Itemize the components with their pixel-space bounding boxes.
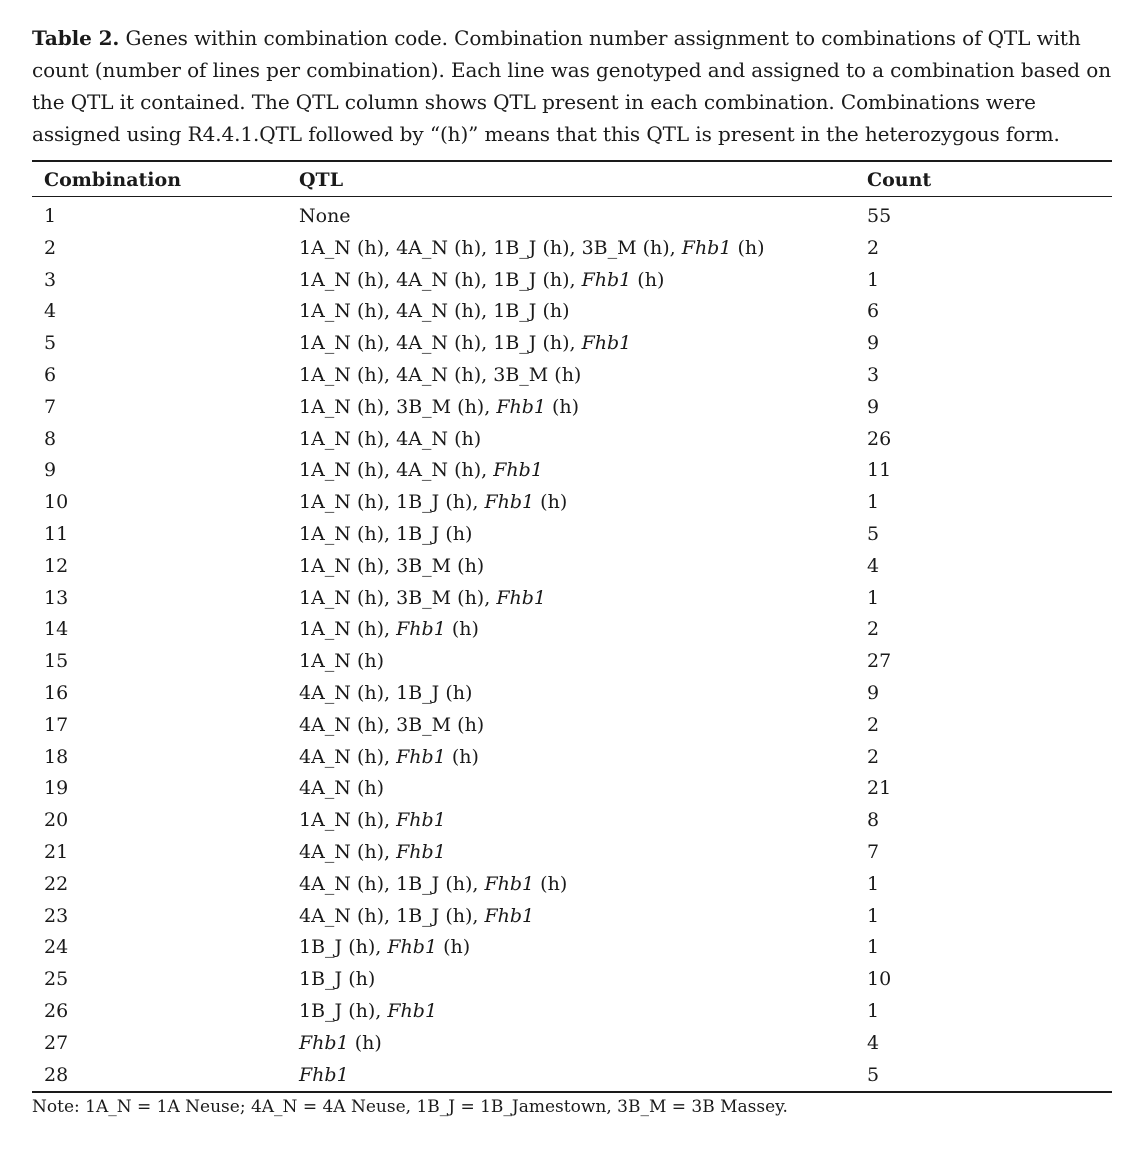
cell-combination: 12 <box>44 554 69 577</box>
cell-count: 1 <box>867 936 880 959</box>
cell-qtl: 4A_N (h), 1B_J (h), Fhb1 (h) <box>299 872 568 895</box>
table-row <box>32 296 1112 328</box>
cell-combination: 5 <box>44 332 57 355</box>
table-row <box>32 487 1112 519</box>
cell-qtl: 1A_N (h), 4A_N (h), 1B_J (h) <box>299 300 570 323</box>
gene-symbol: Fhb1 <box>581 332 632 355</box>
cell-count: 9 <box>867 395 880 418</box>
table-row <box>32 265 1112 297</box>
table-row <box>32 805 1112 837</box>
gene-symbol: Fhb1 <box>396 809 446 832</box>
cell-count: 5 <box>867 1063 880 1086</box>
cell-qtl: 1A_N (h), 4A_N (h) <box>299 427 482 450</box>
cell-combination: 2 <box>44 236 57 259</box>
table-row <box>32 678 1112 710</box>
gene-symbol: Fhb1 <box>496 395 546 418</box>
gene-symbol: Fhb1 <box>484 904 535 927</box>
cell-combination: 24 <box>44 936 69 959</box>
cell-combination: 16 <box>44 681 69 704</box>
table-row <box>32 646 1112 678</box>
cell-count: 9 <box>867 332 880 355</box>
cell-count: 1 <box>867 904 880 927</box>
table-row <box>32 583 1112 615</box>
table-row <box>32 742 1112 774</box>
cell-qtl: 1A_N (h), 3B_M (h) <box>299 554 485 577</box>
cell-count: 2 <box>867 618 880 641</box>
cell-qtl: 4A_N (h), 3B_M (h) <box>299 713 485 736</box>
caption-label: Table 2. <box>32 26 120 50</box>
cell-combination: 14 <box>44 618 69 641</box>
cell-qtl: Fhb1 (h) <box>299 1031 382 1054</box>
cell-combination: 13 <box>44 586 69 609</box>
cell-qtl: 1A_N (h), 3B_M (h), Fhb1 (h) <box>299 395 580 418</box>
table-row <box>32 1028 1112 1060</box>
cell-count: 2 <box>867 745 880 768</box>
gene-symbol: Fhb1 <box>396 840 446 863</box>
caption-text: Genes within combination code. Combination number assignment to combinations of QTL with count (number of lines per combination). Each line was genotyped and assigned to a combination based on the QTL it contained. The QTL column shows QTL present in each combination. Combinations were assigned using R4.4.1.QTL followed by “(h)” means that this QTL is present in the heterozygous form. <box>32 26 1111 146</box>
table-row <box>32 869 1112 901</box>
cell-count: 5 <box>867 522 880 545</box>
gene-symbol: Fhb1 <box>396 618 446 641</box>
cell-count: 1 <box>867 268 880 291</box>
cell-count: 3 <box>867 363 880 386</box>
cell-qtl: 1A_N (h), 4A_N (h), 1B_J (h), Fhb1 <box>299 332 632 355</box>
cell-count: 9 <box>867 681 880 704</box>
cell-count: 11 <box>867 459 892 482</box>
cell-qtl: 1B_J (h), Fhb1 <box>299 999 438 1022</box>
cell-combination: 10 <box>44 491 69 514</box>
gene-symbol: Fhb1 <box>581 268 632 291</box>
table-row <box>32 964 1112 996</box>
table-row <box>32 901 1112 933</box>
cell-qtl <box>299 1060 349 1092</box>
table-row <box>32 328 1112 360</box>
table-row <box>32 392 1112 424</box>
cell-qtl: 1B_J (h) <box>299 968 376 991</box>
gene-symbol: Fhb1 <box>387 999 438 1022</box>
table-row <box>32 424 1112 456</box>
cell-qtl: 1A_N (h) <box>299 650 385 673</box>
header-combination: Combination <box>44 169 182 191</box>
cell-combination: 25 <box>44 968 69 991</box>
cell-combination: 6 <box>44 363 57 386</box>
cell-qtl: 1A_N (h), 3B_M (h), Fhb1 <box>299 586 546 609</box>
cell-qtl: 4A_N (h), 1B_J (h), Fhb1 <box>299 904 535 927</box>
cell-combination: 20 <box>44 809 69 832</box>
table-row <box>32 773 1112 805</box>
cell-count: 4 <box>867 554 880 577</box>
cell-qtl: 1A_N (h), 4A_N (h), 1B_J (h), 3B_M (h), Fhb1 (h) <box>299 236 765 259</box>
cell-combination: 28 <box>44 1063 69 1086</box>
cell-combination: 21 <box>44 840 69 863</box>
cell-count: 6 <box>867 300 880 323</box>
cell-combination: 17 <box>44 713 69 736</box>
table-row <box>32 932 1112 964</box>
table-row <box>32 233 1112 265</box>
cell-count: 26 <box>867 427 892 450</box>
gene-symbol: Fhb1 <box>387 936 438 959</box>
cell-combination: 4 <box>44 300 57 323</box>
gene-symbol: Fhb1 <box>484 491 535 514</box>
cell-count: 1 <box>867 491 880 514</box>
gene-symbol: Fhb1 <box>299 1031 349 1054</box>
cell-count: 8 <box>867 809 880 832</box>
cell-combination: 7 <box>44 395 57 418</box>
cell-qtl: 1A_N (h), 4A_N (h), 1B_J (h), Fhb1 (h) <box>299 268 665 291</box>
cell-count: 1 <box>867 872 880 895</box>
cell-combination: 11 <box>44 522 69 545</box>
table-row <box>32 455 1112 487</box>
cell-combination: 23 <box>44 904 69 927</box>
table-row <box>32 551 1112 583</box>
table-header-row <box>32 162 1112 196</box>
cell-qtl: 1B_J (h), Fhb1 (h) <box>299 936 471 959</box>
cell-combination: 15 <box>44 650 69 673</box>
cell-qtl: 1A_N (h), 1B_J (h), Fhb1 (h) <box>299 491 568 514</box>
table-row <box>32 837 1112 869</box>
cell-qtl: 4A_N (h), 1B_J (h) <box>299 681 473 704</box>
cell-combination: 26 <box>44 999 69 1022</box>
cell-qtl: 4A_N (h), Fhb1 <box>299 840 446 863</box>
gene-symbol: Fhb1 <box>396 745 446 768</box>
gene-symbol: Fhb1 <box>484 872 535 895</box>
cell-count: 10 <box>867 968 892 991</box>
table-row <box>32 519 1112 551</box>
table-row <box>32 710 1112 742</box>
table-header-rule <box>32 196 1112 197</box>
cell-combination: 22 <box>44 872 69 895</box>
table-row <box>32 614 1112 646</box>
cell-count: 7 <box>867 840 880 863</box>
header-count: Count <box>867 169 932 191</box>
cell-qtl: 1A_N (h), 4A_N (h), 3B_M (h) <box>299 363 582 386</box>
cell-count: 1 <box>867 586 880 609</box>
table-row <box>32 360 1112 392</box>
table-row <box>32 996 1112 1028</box>
cell-qtl: 4A_N (h) <box>299 777 385 800</box>
data-table <box>32 160 1112 1093</box>
cell-count: 27 <box>867 650 892 673</box>
table-body <box>32 201 1112 1091</box>
table-bottom-rule <box>32 1091 1112 1093</box>
cell-count: 2 <box>867 713 880 736</box>
cell-combination: 1 <box>44 205 57 227</box>
gene-symbol: Fhb1 <box>496 586 546 609</box>
cell-combination: 9 <box>44 459 57 482</box>
cell-count: 2 <box>867 236 880 259</box>
cell-qtl: 1A_N (h), 4A_N (h), Fhb1 <box>299 459 543 482</box>
gene-symbol: Fhb1 <box>681 236 732 259</box>
cell-count: 1 <box>867 999 880 1022</box>
gene-symbol: Fhb1 <box>493 459 543 482</box>
gene-symbol: Fhb1 <box>299 1063 349 1086</box>
cell-qtl: 4A_N (h), Fhb1 (h) <box>299 745 479 768</box>
cell-combination: 8 <box>44 427 57 450</box>
cell-combination: 18 <box>44 745 69 768</box>
cell-combination: 3 <box>44 268 57 291</box>
table-row <box>32 201 1112 233</box>
cell-combination: 27 <box>44 1031 69 1054</box>
cell-qtl: 1A_N (h), Fhb1 <box>299 809 446 832</box>
cell-count: 4 <box>867 1031 880 1054</box>
cell-qtl: 1A_N (h), 1B_J (h) <box>299 522 473 545</box>
cell-qtl: None <box>299 205 351 227</box>
cell-combination: 19 <box>44 777 69 800</box>
table-caption <box>32 22 1117 150</box>
cell-qtl: 1A_N (h), Fhb1 (h) <box>299 618 479 641</box>
cell-count: 55 <box>867 205 892 227</box>
table-row <box>32 1060 1112 1092</box>
header-qtl: QTL <box>299 169 344 191</box>
cell-count: 21 <box>867 777 892 800</box>
table-note: Note: 1A_N = 1A Neuse; 4A_N = 4A Neuse, 1B_J = 1B_Jamestown, 3B_M = 3B Massey. <box>32 1097 788 1117</box>
